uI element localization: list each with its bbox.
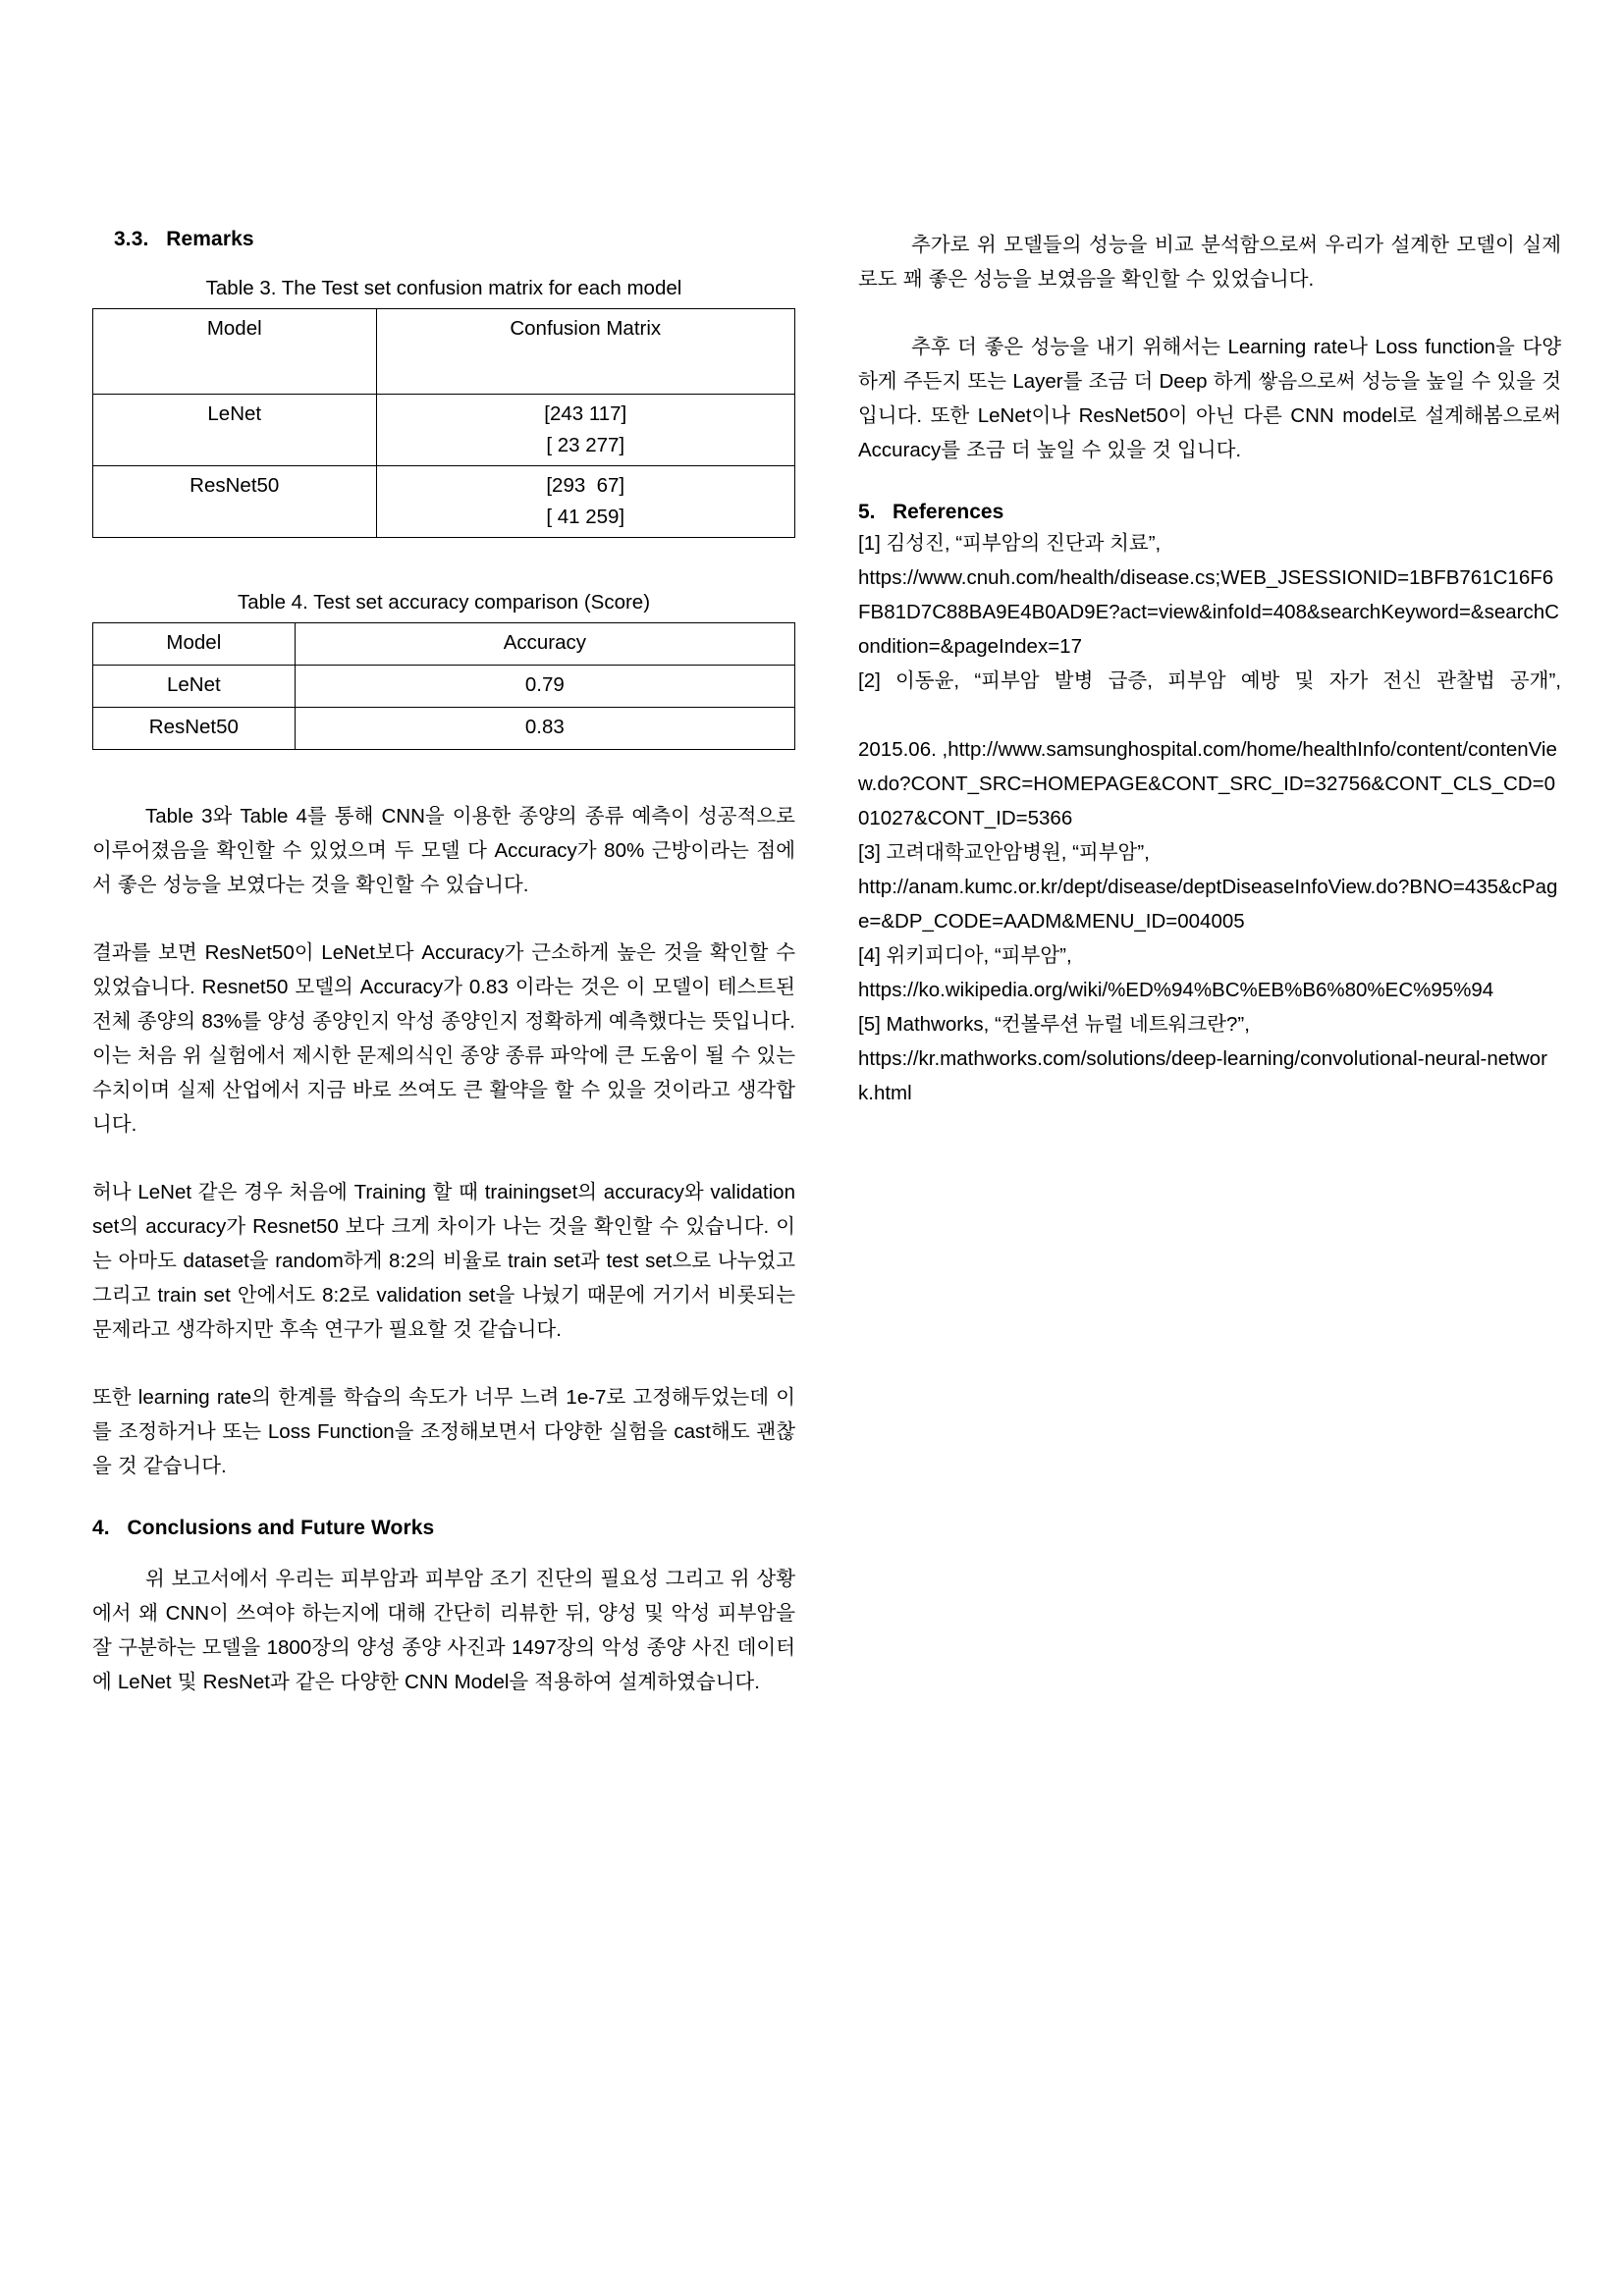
spacer bbox=[92, 538, 795, 587]
spacer bbox=[92, 1544, 795, 1562]
reference-item-2-label: [2] 이동윤, “피부암 발병 급증, 피부암 예방 및 자가 전신 관찰법 공개”, bbox=[858, 669, 1561, 692]
spacer bbox=[92, 902, 795, 935]
spacer bbox=[858, 467, 1561, 501]
table-row bbox=[93, 666, 795, 708]
two-column-layout bbox=[92, 228, 1561, 1699]
table4-cell-model-resnet50: ResNet50 bbox=[93, 708, 296, 750]
table3-header-confusion-matrix: Confusion Matrix bbox=[376, 309, 795, 395]
table3-cell-matrix-lenet bbox=[376, 395, 795, 466]
reference-item-3-label: [3] 고려대학교안암병원, “피부암”, bbox=[858, 841, 1150, 864]
reference-item-1-url[interactable]: https://www.cnuh.com/health/disease.cs;WEB_JSESSIONID=1BFB761C16F6FB81D7C88BA9E4B0AD9E?act=view&infoId=408&searchKeyword=&searchCondition=&pageIndex=17 bbox=[858, 566, 1559, 658]
reference-item-2-url[interactable]: 2015.06. ,http://www.samsunghospital.com/home/healthInfo/content/contenView.do?CONT_SRC=HOMEPAGE&CONT_SRC_ID=32756&CONT_CLS_CD=001027&CONT_ID=5366 bbox=[858, 738, 1557, 829]
table3-block bbox=[92, 273, 795, 538]
reference-item-3-url[interactable]: http://anam.kumc.or.kr/dept/disease/deptDiseaseInfoView.do?BNO=435&cPage=&DP_CODE=AADM&MENU_ID=004005 bbox=[858, 876, 1558, 933]
table4-cell-model-lenet: LeNet bbox=[93, 666, 296, 708]
matrix-line: [ 41 259] bbox=[546, 506, 625, 528]
reference-item-1-label: [1] 김성진, “피부암의 진단과 치료”, bbox=[858, 532, 1162, 555]
paragraph-future-improvements: 추후 더 좋은 성능을 내기 위해서는 Learning rate나 Loss function을 다양하게 주든지 또는 Layer를 조금 더 Deep 하게 쌓음으로써 성능을 높일 수 있을 것입니다. 또한 LeNet이나 ResNet50이 아닌 다른 CNN model로 설계해봄으로써 Accuracy를 조금 더 높일 수 있을 것 입니다. bbox=[858, 336, 1561, 461]
table4-caption: Table 4. Test set accuracy comparison (Score) bbox=[237, 591, 651, 614]
table-row bbox=[93, 466, 795, 538]
reference-item-4-url[interactable]: https://ko.wikipedia.org/wiki/%ED%94%BC%EB%B6%80%EC%95%94 bbox=[858, 979, 1494, 1001]
spacer bbox=[92, 1347, 795, 1380]
paragraph-comparative-analysis: 추가로 위 모델들의 성능을 비교 분석함으로써 우리가 설계한 모델이 실제로도 꽤 좋은 성능을 보였음을 확인할 수 있었습니다. bbox=[858, 234, 1561, 291]
table4-block bbox=[92, 587, 795, 750]
spacer bbox=[858, 296, 1561, 330]
table4-cell-accuracy-resnet50: 0.83 bbox=[295, 708, 794, 750]
table3-header-model: Model bbox=[93, 309, 377, 395]
paragraph-learning-rate: 또한 learning rate의 한계를 학습의 속도가 너무 느려 1e-7로 고정해두었는데 이를 조정하거나 또는 Loss Function을 조정해보면서 다양한 실험을 cast해도 괜찮을 것 같습니다. bbox=[92, 1386, 795, 1477]
table-row bbox=[93, 623, 795, 666]
table-row bbox=[93, 395, 795, 466]
table3-confusion-matrix bbox=[92, 308, 795, 538]
table4-accuracy-comparison bbox=[92, 622, 795, 750]
paragraph-accuracy-analysis: 결과를 보면 ResNet50이 LeNet보다 Accuracy가 근소하게 높은 것을 확인할 수 있었습니다. Resnet50 모델의 Accuracy가 0.83 이라는 것은 이 모델이 테스트된 전체 종양의 83%를 양성 종양인지 악성 종양인지 정확하게 예측했다는 뜻입니다. 이는 처음 위 실험에서 제시한 문제의식인 종양 종류 파악에 큰 도움이 될 수 있는 수치이며 실제 산업에서 지금 바로 쓰여도 큰 활약을 할 수 있을 것이라고 생각합니다. bbox=[92, 941, 795, 1136]
table4-header-accuracy: Accuracy bbox=[295, 623, 794, 666]
table4-header-model: Model bbox=[93, 623, 296, 666]
reference-item-5-label: [5] Mathworks, “컨볼루션 뉴럴 네트워크란?”, bbox=[858, 1013, 1250, 1036]
matrix-line: [ 23 277] bbox=[546, 434, 625, 456]
table3-cell-matrix-resnet50 bbox=[376, 466, 795, 538]
spacer bbox=[92, 750, 795, 799]
matrix-line: [293 67] bbox=[546, 474, 625, 497]
paragraph-lenet-overfitting: 허나 LeNet 같은 경우 처음에 Training 할 때 trainingset의 accuracy와 validation set의 accuracy가 Resnet50 보다 크게 차이가 나는 것을 확인할 수 있습니다. 이는 아마도 dataset을 random하게 8:2의 비율로 train set과 test set으로 나누었고 그리고 train set 안에서도 8:2로 validation set을 나눴기 때문에 거기서 비롯되는 문제라고 생각하지만 후속 연구가 필요할 것 같습니다. bbox=[92, 1181, 795, 1341]
spacer bbox=[92, 1142, 795, 1175]
matrix-line: [243 117] bbox=[544, 402, 627, 425]
section-heading-references: 5. References bbox=[858, 501, 1004, 523]
section-heading-remarks: 3.3. Remarks bbox=[114, 228, 254, 250]
table-row bbox=[93, 708, 795, 750]
table3-caption: Table 3. The Test set confusion matrix for each model bbox=[205, 277, 682, 299]
table3-cell-model-lenet: LeNet bbox=[93, 395, 377, 466]
spacer bbox=[92, 1483, 795, 1517]
table4-cell-accuracy-lenet: 0.79 bbox=[295, 666, 794, 708]
paragraph-table-summary: Table 3와 Table 4를 통해 CNN을 이용한 종양의 종류 예측이 성공적으로 이루어졌음을 확인할 수 있었으며 두 모델 다 Accuracy가 80% 근방이라는 점에서 좋은 성능을 보였다는 것을 확인할 수 있습니다. bbox=[92, 805, 795, 896]
reference-item-5-url[interactable]: https://kr.mathworks.com/solutions/deep-learning/convolutional-neural-network.html bbox=[858, 1047, 1547, 1104]
spacer bbox=[92, 255, 795, 273]
left-column bbox=[92, 228, 795, 1699]
reference-item-4-label: [4] 위키피디아, “피부암”, bbox=[858, 944, 1072, 967]
table3-cell-model-resnet50: ResNet50 bbox=[93, 466, 377, 538]
table-row bbox=[93, 309, 795, 395]
right-column bbox=[858, 228, 1561, 1110]
paragraph-conclusion-summary: 위 보고서에서 우리는 피부암과 피부암 조기 진단의 필요성 그리고 위 상황에서 왜 CNN이 쓰여야 하는지에 대해 간단히 리뷰한 뒤, 양성 및 악성 피부암을 잘 구분하는 모델을 1800장의 양성 종양 사진과 1497장의 악성 종양 사진 데이터에 LeNet 및 ResNet과 같은 다양한 CNN Model을 적용하여 설계하였습니다. bbox=[92, 1568, 795, 1693]
section-heading-conclusions: 4. Conclusions and Future Works bbox=[92, 1517, 435, 1539]
